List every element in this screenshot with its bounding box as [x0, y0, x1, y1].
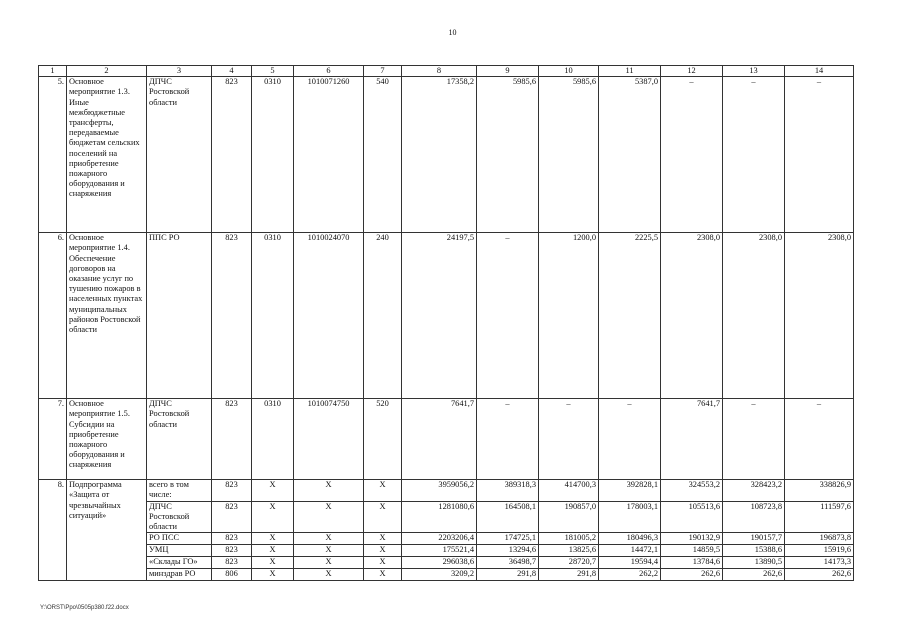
row-number: 7. [39, 399, 67, 480]
amount-cell: 13825,6 [539, 545, 599, 557]
executor: УМЦ [147, 545, 212, 557]
amount-cell: 111597,6 [785, 501, 854, 533]
table-row [39, 233, 854, 399]
grbs-code: 806 [212, 569, 252, 581]
amount-cell: – [599, 399, 661, 480]
amount-cell: 392828,1 [599, 480, 661, 501]
table-row [39, 501, 854, 533]
grbs-code: 823 [212, 399, 252, 480]
row-number: 5. [39, 77, 67, 233]
amount-cell: – [785, 399, 854, 480]
col-header: 11 [599, 66, 661, 77]
rzpr-code: Х [252, 501, 294, 533]
table-row [39, 77, 854, 233]
amount-cell: 7641,7 [661, 399, 723, 480]
amount-cell: 14173,3 [785, 557, 854, 569]
executor: всего в том числе: [147, 480, 212, 501]
executor: ППС РО [147, 233, 212, 399]
page-number: 10 [448, 28, 457, 37]
col-header: 8 [402, 66, 477, 77]
amount-cell: 5985,6 [539, 77, 599, 233]
vr-code: 240 [364, 233, 402, 399]
vr-code: Х [364, 480, 402, 501]
amount-cell: 36498,7 [477, 557, 539, 569]
vr-code: Х [364, 569, 402, 581]
total-amount: 3209,2 [402, 569, 477, 581]
executor: ДПЧС Ростовской области [147, 399, 212, 480]
csr-code: 1010074750 [294, 399, 364, 480]
amount-cell: 28720,7 [539, 557, 599, 569]
measure-name: Основное мероприятие 1.5. Субсидии на приобретение пожарного оборудования и снаряжения [67, 399, 147, 480]
rzpr-code: Х [252, 480, 294, 501]
column-number-row [39, 66, 854, 77]
amount-cell: 164508,1 [477, 501, 539, 533]
amount-cell: 262,6 [785, 569, 854, 581]
amount-cell: – [785, 77, 854, 233]
col-header: 10 [539, 66, 599, 77]
subprogram-name: Подпрограмма «Защита от чрезвычайных ситуаций» [67, 480, 147, 581]
amount-cell: 190857,0 [539, 501, 599, 533]
total-amount: 296038,6 [402, 557, 477, 569]
col-header: 5 [252, 66, 294, 77]
amount-cell: 181005,2 [539, 533, 599, 545]
measure-name: Основное мероприятие 1.3. Иные межбюджетные трансферты, передаваемые бюджетам сельских поселений на приобретение пожарного оборудования и снаряжения [67, 77, 147, 233]
executor: ДПЧС Ростовской области [147, 501, 212, 533]
amount-cell: 262,2 [599, 569, 661, 581]
table-row [39, 557, 854, 569]
amount-cell: – [477, 399, 539, 480]
amount-cell: 180496,3 [599, 533, 661, 545]
executor: РО ПСС [147, 533, 212, 545]
amount-cell: 13890,5 [723, 557, 785, 569]
csr-code: 1010071260 [294, 77, 364, 233]
total-amount: 24197,5 [402, 233, 477, 399]
amount-cell: 291,8 [539, 569, 599, 581]
amount-cell: 1200,0 [539, 233, 599, 399]
grbs-code: 823 [212, 545, 252, 557]
csr-code: Х [294, 533, 364, 545]
executor: минздрав РО [147, 569, 212, 581]
file-path-footer: Y:\ORST\Ppo\0505p380.f22.docx [40, 605, 129, 611]
amount-cell: – [723, 77, 785, 233]
rzpr-code: Х [252, 533, 294, 545]
grbs-code: 823 [212, 480, 252, 501]
amount-cell: 389318,3 [477, 480, 539, 501]
csr-code: Х [294, 480, 364, 501]
col-header: 3 [147, 66, 212, 77]
amount-cell: 14859,5 [661, 545, 723, 557]
amount-cell: 414700,3 [539, 480, 599, 501]
col-header: 4 [212, 66, 252, 77]
table-row [39, 533, 854, 545]
col-header: 13 [723, 66, 785, 77]
total-amount: 3959056,2 [402, 480, 477, 501]
amount-cell: 178003,1 [599, 501, 661, 533]
row-number: 8. [39, 480, 67, 581]
col-header: 2 [67, 66, 147, 77]
amount-cell: 174725,1 [477, 533, 539, 545]
grbs-code: 823 [212, 233, 252, 399]
vr-code: Х [364, 557, 402, 569]
executor: «Склады ГО» [147, 557, 212, 569]
vr-code: 540 [364, 77, 402, 233]
grbs-code: 823 [212, 557, 252, 569]
amount-cell: 2308,0 [785, 233, 854, 399]
rzpr-code: Х [252, 557, 294, 569]
grbs-code: 823 [212, 501, 252, 533]
amount-cell: 262,6 [661, 569, 723, 581]
table-row [39, 569, 854, 581]
vr-code: Х [364, 545, 402, 557]
amount-cell: 2308,0 [723, 233, 785, 399]
csr-code: 1010024070 [294, 233, 364, 399]
col-header: 9 [477, 66, 539, 77]
amount-cell: 196873,8 [785, 533, 854, 545]
amount-cell: 13784,6 [661, 557, 723, 569]
amount-cell: – [661, 77, 723, 233]
table-row [39, 545, 854, 557]
total-amount: 1281080,6 [402, 501, 477, 533]
grbs-code: 823 [212, 77, 252, 233]
rzpr-code: Х [252, 545, 294, 557]
col-header: 6 [294, 66, 364, 77]
table-row [39, 480, 854, 501]
amount-cell: 105513,6 [661, 501, 723, 533]
col-header: 1 [39, 66, 67, 77]
rzpr-code: 0310 [252, 77, 294, 233]
budget-table [38, 65, 854, 581]
amount-cell: – [723, 399, 785, 480]
row-number: 6. [39, 233, 67, 399]
amount-cell: 338826,9 [785, 480, 854, 501]
total-amount: 175521,4 [402, 545, 477, 557]
executor: ДПЧС Ростовской области [147, 77, 212, 233]
amount-cell: 190157,7 [723, 533, 785, 545]
vr-code: Х [364, 501, 402, 533]
csr-code: Х [294, 501, 364, 533]
total-amount: 7641,7 [402, 399, 477, 480]
amount-cell: 5387,0 [599, 77, 661, 233]
col-header: 7 [364, 66, 402, 77]
amount-cell: 15388,6 [723, 545, 785, 557]
amount-cell: 108723,8 [723, 501, 785, 533]
rzpr-code: 0310 [252, 399, 294, 480]
csr-code: Х [294, 557, 364, 569]
col-header: 14 [785, 66, 854, 77]
amount-cell: 2225,5 [599, 233, 661, 399]
rzpr-code: 0310 [252, 233, 294, 399]
amount-cell: 13294,6 [477, 545, 539, 557]
amount-cell: 190132,9 [661, 533, 723, 545]
amount-cell: 324553,2 [661, 480, 723, 501]
amount-cell: – [539, 399, 599, 480]
total-amount: 2203206,4 [402, 533, 477, 545]
measure-name: Основное мероприятие 1.4. Обеспечение договоров на оказание услуг по тушению пожаров в населенных пунктах муниципальных районов Ростовской области [67, 233, 147, 399]
table-row [39, 399, 854, 480]
amount-cell: 15919,6 [785, 545, 854, 557]
amount-cell: 2308,0 [661, 233, 723, 399]
amount-cell: 5985,6 [477, 77, 539, 233]
amount-cell: 14472,1 [599, 545, 661, 557]
amount-cell: 262,6 [723, 569, 785, 581]
rzpr-code: Х [252, 569, 294, 581]
amount-cell: – [477, 233, 539, 399]
vr-code: Х [364, 533, 402, 545]
amount-cell: 291,8 [477, 569, 539, 581]
csr-code: Х [294, 545, 364, 557]
col-header: 12 [661, 66, 723, 77]
csr-code: Х [294, 569, 364, 581]
grbs-code: 823 [212, 533, 252, 545]
total-amount: 17358,2 [402, 77, 477, 233]
vr-code: 520 [364, 399, 402, 480]
amount-cell: 19594,4 [599, 557, 661, 569]
amount-cell: 328423,2 [723, 480, 785, 501]
